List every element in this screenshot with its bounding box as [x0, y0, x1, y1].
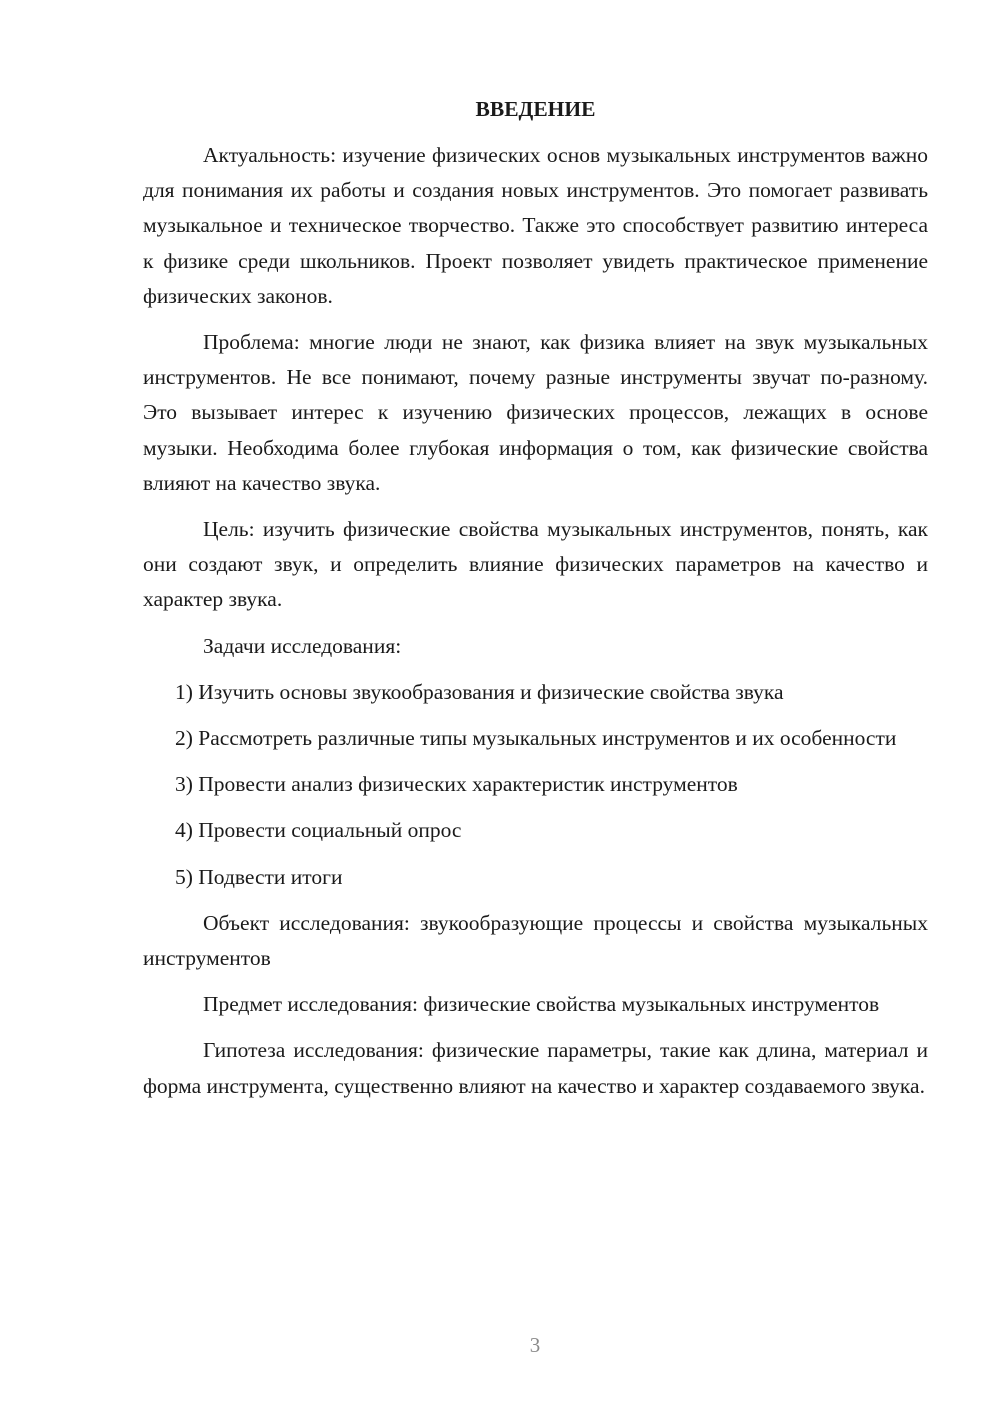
task-item-1: 1) Изучить основы звукообразования и физические свойства звука: [175, 679, 784, 704]
task-item-3: 3) Провести анализ физических характеристик инструментов: [175, 772, 738, 797]
task-item-5: 5) Подвести итоги: [175, 864, 343, 889]
paragraph-hypothesis: Гипотеза исследования: физические параметры, такие как длина, материал и форма инструмента, существенно влияют на качество и характер создаваемого звука.: [143, 1038, 928, 1098]
document-page: [143, 92, 928, 1115]
tasks-heading: Задачи исследования:: [203, 633, 402, 658]
paragraph-object: Объект исследования: звукообразующие процессы и свойства музыкальных инструментов: [143, 910, 928, 971]
paragraph-relevance: Актуальность: изучение физических основ музыкальных инструментов важно для понимания их работы и создания новых инструментов. Это помогает развивать музыкальное и техническое творчество. Также это способствует развитию интереса к физике среди школьников. Проект позволяет увидеть практическое применение физических законов.: [143, 143, 928, 308]
page-title: ВВЕДЕНИЕ: [475, 97, 596, 121]
page-number: 3: [529, 1333, 541, 1357]
paragraph-subject: Предмет исследования: физические свойства музыкальных инструментов: [203, 992, 880, 1017]
task-item-4: 4) Провести социальный опрос: [175, 818, 462, 843]
paragraph-goal: Цель: изучить физические свойства музыкальных инструментов, понять, как они создают звук, и определить влияние физических параметров на качество и характер звука.: [143, 517, 928, 612]
paragraph-problem: Проблема: многие люди не знают, как физика влияет на звук музыкальных инструментов. Не все понимают, почему разные инструменты звучат по-разному. Это вызывает интерес к изучению физических процессов, лежащих в основе музыки. Необходима более глубокая информация о том, как физические свойства влияют на качество звука.: [143, 330, 928, 495]
task-item-2: 2) Рассмотреть различные типы музыкальных инструментов и их особенности: [175, 726, 897, 751]
